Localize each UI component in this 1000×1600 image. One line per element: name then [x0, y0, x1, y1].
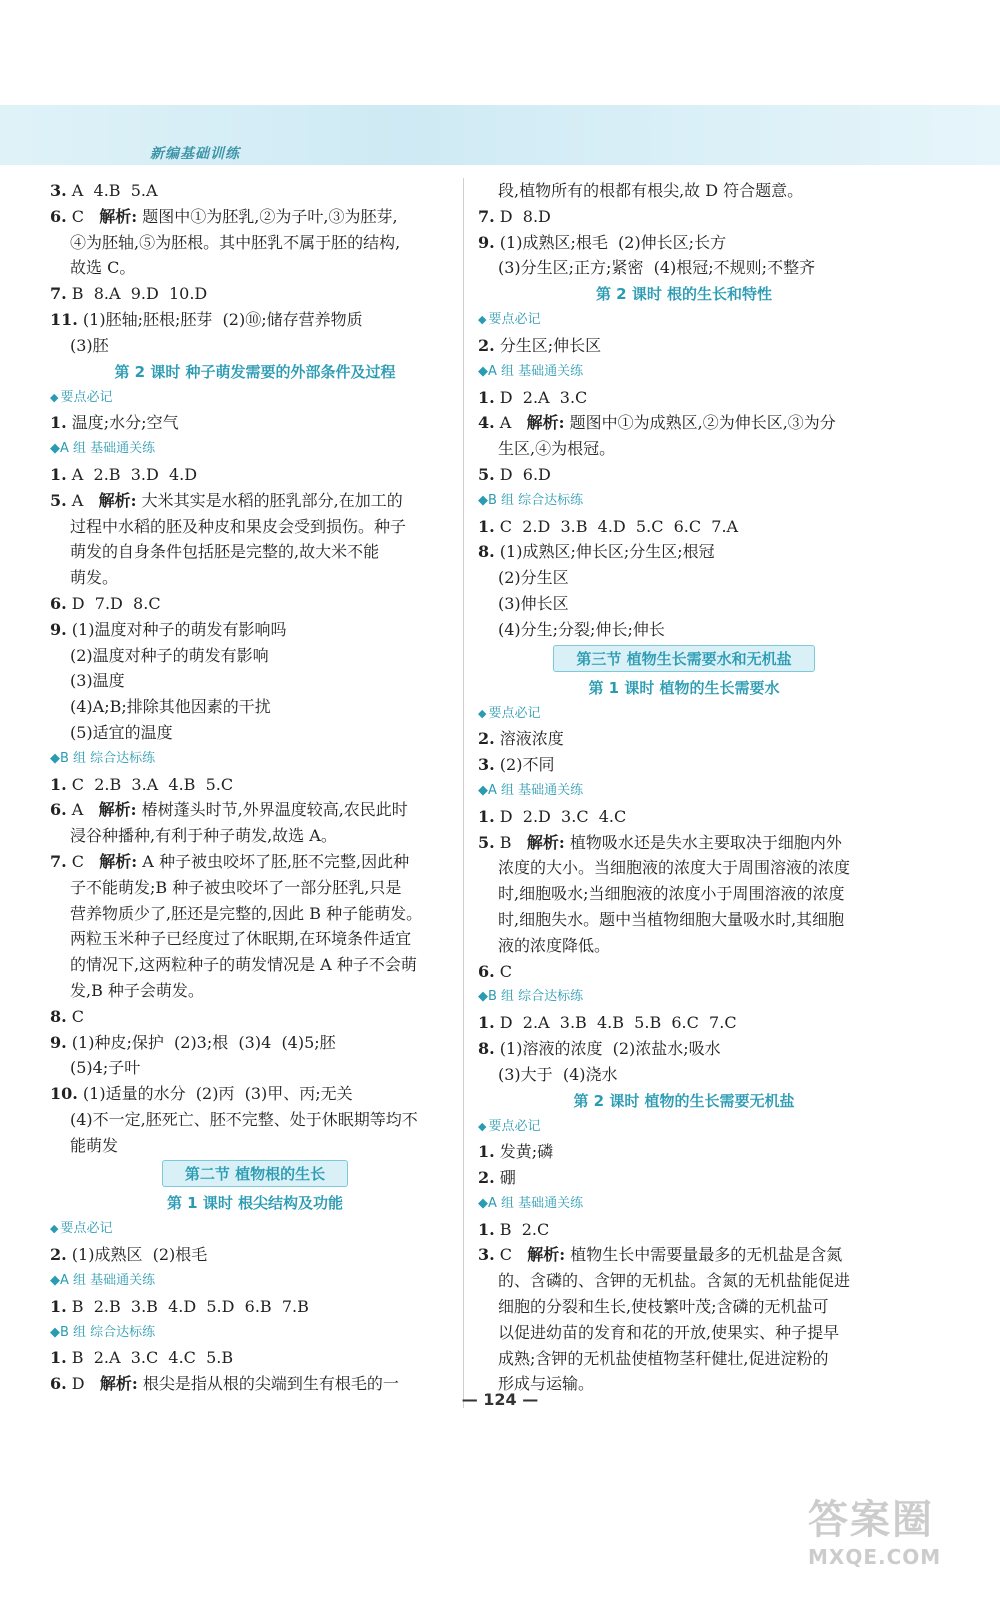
answer-line — [50, 462, 460, 488]
answer-continuation — [50, 668, 460, 694]
question-number: 3. — [50, 181, 67, 200]
answer-text: 成熟;含钾的无机盐使植物茎秆健壮,促进淀粉的 — [498, 1348, 829, 1368]
question-number: 6. — [50, 593, 67, 613]
diamond-icon: ◆ — [50, 390, 59, 404]
question-number: 5. — [478, 464, 495, 484]
key-points-label — [478, 701, 890, 727]
label-text: 要点必记 — [488, 705, 541, 721]
section-heading — [50, 1158, 460, 1190]
answer-continuation — [50, 1055, 460, 1081]
answer-text: B 2.A 3.C 4.C 5.B — [66, 1348, 234, 1368]
answer-line — [50, 1030, 460, 1056]
answer-line — [50, 1242, 460, 1268]
answer-text: (1)成熟区;伸长区;分生区;根冠 — [494, 542, 715, 562]
answer-text: 液的浓度降低。 — [498, 935, 611, 955]
answer-text: (5)适宜的温度 — [70, 722, 173, 742]
question-number: 1. — [50, 413, 67, 433]
watermark-text: 答案圈 — [808, 1497, 934, 1543]
lesson-heading: 第 1 课时 根尖结构及功能 — [166, 1194, 344, 1213]
answer-text: 溶液浓度 — [494, 729, 564, 749]
analysis-label: 解析: — [526, 832, 565, 852]
section-title: 第三节 植物生长需要水和无机盐 — [553, 645, 814, 672]
left-column — [50, 178, 460, 1397]
answer-line — [478, 1217, 890, 1243]
lesson-heading: 第 2 课时 植物的生长需要无机盐 — [573, 1091, 795, 1110]
key-points-label — [478, 307, 890, 333]
label-text: 要点必记 — [488, 312, 541, 328]
answer-text: 温度;水分;空气 — [66, 413, 179, 433]
answer-text: 段,植物所有的根都有根尖,故 D 符合题意。 — [498, 181, 804, 200]
answer-continuation — [478, 1346, 890, 1372]
answer-line — [478, 959, 890, 985]
answer-text: 硼 — [494, 1168, 516, 1188]
question-number: 11. — [50, 309, 78, 329]
answer-text: 能萌发 — [70, 1135, 119, 1155]
answer-text: D — [66, 1374, 100, 1394]
answer-text: C — [66, 206, 100, 226]
question-number: 4. — [478, 413, 495, 433]
question-number: 8. — [478, 542, 495, 562]
analysis-text: 椿树蓬头时节,外界温度较高,农民此时 — [136, 800, 408, 820]
diamond-icon: ◆ — [478, 492, 488, 508]
label-text: B 组 综合达标练 — [60, 750, 156, 766]
answer-line — [478, 1242, 890, 1268]
diamond-icon: ◆ — [478, 782, 488, 798]
diamond-icon: ◆ — [478, 1119, 487, 1133]
answer-text: 两粒玉米种子已经度过了休眠期,在环境条件适宜 — [70, 929, 412, 949]
answer-line — [50, 1294, 460, 1320]
answer-text: 时,细胞失水。题中当植物细胞大量吸水时,其细胞 — [498, 909, 845, 929]
question-number: 9. — [50, 1032, 67, 1052]
answer-continuation — [50, 333, 460, 359]
answer-text: C — [66, 851, 100, 871]
answer-line — [478, 539, 890, 565]
answer-text: C — [494, 961, 513, 981]
diamond-icon: ◆ — [478, 363, 488, 379]
question-number: 8. — [50, 1006, 67, 1026]
analysis-label: 解析: — [526, 413, 565, 433]
exercise-group-label — [478, 1191, 890, 1217]
analysis-text: 题图中①为胚乳,②为子叶,③为胚芽, — [137, 206, 398, 226]
question-number: 10. — [50, 1084, 78, 1104]
column-divider — [463, 178, 464, 1408]
answer-continuation — [478, 565, 890, 591]
answer-text: ④为胚轴,⑤为胚根。其中胚乳不属于胚的结构, — [70, 232, 401, 252]
question-number: 5. — [478, 832, 495, 852]
book-title: 新编基础训练 — [150, 146, 240, 162]
label-text: 要点必记 — [60, 1221, 113, 1237]
answer-continuation — [478, 255, 890, 281]
answer-line — [50, 797, 460, 823]
question-number: 2. — [478, 729, 495, 749]
exercise-group-label — [50, 1320, 460, 1346]
question-number: 1. — [478, 1013, 495, 1033]
answer-continuation — [50, 978, 460, 1004]
answer-line — [478, 1139, 890, 1165]
lesson-heading: 第 1 课时 植物的生长需要水 — [588, 678, 780, 697]
answer-continuation — [478, 436, 890, 462]
question-number: 2. — [478, 335, 495, 355]
answer-line — [478, 1165, 890, 1191]
answer-text: 子不能萌发;B 种子被虫咬坏了一部分胚乳,只是 — [70, 877, 402, 897]
answer-text: A 4.B 5.A — [66, 181, 158, 200]
answer-line — [50, 410, 460, 436]
page-number: — 124 — — [461, 1390, 539, 1409]
question-number: 6. — [50, 206, 67, 226]
analysis-text: 植物生长中需要量最多的无机盐是含氮 — [565, 1245, 843, 1265]
answer-continuation — [50, 926, 460, 952]
key-points-label — [50, 1216, 460, 1242]
answer-text: (1)种皮;保护 (2)3;根 (3)4 (4)5;胚 — [66, 1032, 336, 1052]
diamond-icon: ◆ — [478, 1195, 488, 1211]
question-number: 3. — [478, 1245, 495, 1265]
answer-continuation — [50, 539, 460, 565]
section-heading — [478, 643, 890, 675]
header-banner — [0, 105, 1000, 165]
answer-continuation — [478, 907, 890, 933]
answer-text: (1)成熟区 (2)根毛 — [66, 1245, 208, 1265]
label-text: A 组 基础通关练 — [60, 441, 156, 457]
exercise-group-label — [478, 984, 890, 1010]
answer-continuation — [50, 255, 460, 281]
exercise-group-label — [50, 436, 460, 462]
answer-text: 细胞的分裂和生长,使枝繁叶茂;含磷的无机盐可 — [498, 1297, 829, 1317]
answer-text: A — [66, 490, 99, 510]
question-number: 2. — [478, 1168, 495, 1188]
answer-text: D 2.A 3.C — [494, 387, 588, 407]
question-number: 1. — [50, 1296, 67, 1316]
question-number: 1. — [478, 1142, 495, 1162]
label-text: B 组 综合达标练 — [488, 492, 584, 508]
answer-text: (1)适量的水分 (2)丙 (3)甲、丙;无关 — [77, 1084, 353, 1104]
analysis-text: 根尖是指从根的尖端到生有根毛的一 — [137, 1374, 399, 1394]
answer-continuation — [50, 720, 460, 746]
answer-continuation — [478, 617, 890, 643]
exercise-group-label — [50, 1268, 460, 1294]
answer-line — [478, 1036, 890, 1062]
answer-text: (4)不一定,胚死亡、胚不完整、处于休眠期等均不 — [70, 1109, 418, 1129]
answer-continuation — [50, 1107, 460, 1133]
answer-text: B — [494, 832, 527, 852]
diamond-icon: ◆ — [478, 706, 487, 720]
answer-line — [478, 410, 890, 436]
answer-text: (3)分生区;正方;紧密 (4)根冠;不规则;不整齐 — [498, 258, 816, 278]
answer-text: 浓度的大小。当细胞液的浓度大于周围溶液的浓度 — [498, 858, 851, 878]
question-number: 7. — [478, 206, 495, 226]
label-text: 要点必记 — [488, 1118, 541, 1134]
answer-text: (3)伸长区 — [498, 593, 569, 613]
diamond-icon: ◆ — [478, 313, 487, 327]
answer-text: 萌发的自身条件包括胚是完整的,故大米不能 — [70, 542, 380, 562]
label-text: A 组 基础通关练 — [488, 782, 584, 798]
answer-line — [478, 830, 890, 856]
answer-text: (1)胚轴;胚根;胚芽 (2)⑩;储存营养物质 — [77, 309, 363, 329]
question-number: 1. — [50, 774, 67, 794]
diamond-icon: ◆ — [50, 1222, 59, 1236]
answer-continuation — [50, 694, 460, 720]
answer-continuation — [478, 1062, 890, 1088]
answer-text: 生区,④为根冠。 — [498, 439, 616, 459]
answer-line — [478, 385, 890, 411]
lesson-heading: 第 2 课时 根的生长和特性 — [595, 285, 773, 304]
exercise-group-label — [50, 746, 460, 772]
analysis-label: 解析: — [98, 800, 137, 820]
answer-line — [50, 1081, 460, 1107]
answer-text: C — [494, 1245, 528, 1265]
analysis-label: 解析: — [527, 1245, 566, 1265]
exercise-group-label — [478, 359, 890, 385]
answer-text: D 2.A 3.B 4.B 5.B 6.C 7.C — [494, 1013, 737, 1033]
answer-line — [50, 488, 460, 514]
answer-continuation — [50, 1133, 460, 1159]
section-title: 第二节 植物根的生长 — [162, 1160, 348, 1187]
analysis-text: 大米其实是水稻的胚乳部分,在加工的 — [136, 490, 403, 510]
answer-text: (3)胚 — [70, 335, 109, 355]
question-number: 1. — [478, 516, 495, 536]
answer-line — [478, 1010, 890, 1036]
answer-continuation — [50, 875, 460, 901]
question-number: 2. — [50, 1245, 67, 1265]
analysis-text: 植物吸水还是失水主要取决于细胞内外 — [564, 832, 842, 852]
answer-line — [50, 307, 460, 333]
answer-line — [478, 514, 890, 540]
answer-text: 以促进幼苗的发育和花的开放,使果实、种子提早 — [498, 1322, 840, 1342]
right-column — [478, 178, 890, 1397]
answer-line — [50, 772, 460, 798]
answer-continuation — [50, 823, 460, 849]
analysis-text: 题图中①为成熟区,②为伸长区,③为分 — [564, 413, 836, 433]
label-text: A 组 基础通关练 — [488, 363, 584, 379]
answer-continuation — [478, 591, 890, 617]
answer-continuation — [50, 901, 460, 927]
answer-line — [50, 849, 460, 875]
analysis-label: 解析: — [99, 1374, 138, 1394]
answer-text: B 8.A 9.D 10.D — [66, 284, 208, 304]
diamond-icon: ◆ — [50, 1273, 60, 1289]
analysis-label: 解析: — [99, 851, 138, 871]
answer-text: B 2.C — [494, 1219, 550, 1239]
answer-text: (1)温度对种子的萌发有影响吗 — [66, 619, 287, 639]
question-number: 6. — [50, 1374, 67, 1394]
question-number: 6. — [50, 800, 67, 820]
diamond-icon: ◆ — [478, 989, 488, 1005]
answer-text: (2)不同 — [494, 755, 555, 775]
exercise-group-label — [478, 488, 890, 514]
label-text: 要点必记 — [60, 389, 113, 405]
answer-line — [478, 726, 890, 752]
answer-line — [478, 752, 890, 778]
answer-text: (5)4;子叶 — [70, 1058, 141, 1078]
watermark-logo — [808, 1488, 978, 1588]
answer-text: (1)成熟区;根毛 (2)伸长区;长方 — [494, 232, 727, 252]
answer-continuation — [478, 1294, 890, 1320]
answer-line — [50, 1345, 460, 1371]
question-number: 5. — [50, 490, 67, 510]
answer-text: (2)分生区 — [498, 568, 569, 588]
watermark-domain: MXQE.COM — [808, 1545, 942, 1569]
question-number: 1. — [478, 806, 495, 826]
answer-text: (4)A;B;排除其他因素的干扰 — [70, 697, 271, 717]
answer-text: A — [494, 413, 527, 433]
answer-continuation — [478, 933, 890, 959]
answer-text: 营养物质少了,胚还是完整的,因此 B 种子能萌发。 — [70, 903, 423, 923]
label-text: A 组 基础通关练 — [60, 1273, 156, 1289]
question-number: 6. — [478, 961, 495, 981]
answer-continuation — [50, 514, 460, 540]
answer-continuation — [478, 881, 890, 907]
answer-text: C 2.B 3.A 4.B 5.C — [66, 774, 234, 794]
answer-text: (2)温度对种子的萌发有影响 — [70, 645, 269, 665]
answer-line — [478, 204, 890, 230]
answer-continuation — [478, 1268, 890, 1294]
answer-text: C — [66, 1006, 85, 1026]
answer-line — [50, 1004, 460, 1030]
answer-text: 的情况下,这两粒种子的萌发情况是 A 种子不会萌 — [70, 955, 417, 975]
question-number: 1. — [478, 1219, 495, 1239]
analysis-text: A 种子被虫咬坏了胚,胚不完整,因此种 — [137, 851, 410, 871]
answer-text: 故选 C。 — [70, 258, 136, 278]
answer-text: (3)大于 (4)浇水 — [498, 1064, 618, 1084]
answer-continuation — [50, 952, 460, 978]
answer-text: 形成与运输。 — [498, 1374, 595, 1394]
analysis-label: 解析: — [98, 490, 137, 510]
analysis-label: 解析: — [99, 206, 138, 226]
answer-text: 的、含磷的、含钾的无机盐。含氮的无机盐能促进 — [498, 1271, 851, 1291]
answer-text: 分生区;伸长区 — [494, 335, 602, 355]
key-points-label — [478, 1114, 890, 1140]
label-text: B 组 综合达标练 — [60, 1324, 156, 1340]
label-text: A 组 基础通关练 — [488, 1195, 584, 1211]
exercise-group-label — [478, 778, 890, 804]
answer-text: A 2.B 3.D 4.D — [66, 464, 198, 484]
answer-line — [50, 178, 460, 204]
answer-line — [478, 230, 890, 256]
question-number: 9. — [50, 619, 67, 639]
question-number: 1. — [478, 387, 495, 407]
lesson-heading: 第 2 课时 种子萌发需要的外部条件及过程 — [114, 362, 396, 381]
answer-text: D 6.D — [494, 464, 551, 484]
answer-text: 萌发。 — [70, 568, 119, 588]
label-text: B 组 综合达标练 — [488, 989, 584, 1005]
answer-text: 发,B 种子会萌发。 — [70, 980, 204, 1000]
answer-text: 过程中水稻的胚及种皮和果皮会受到损伤。种子 — [70, 516, 407, 536]
answer-line — [50, 204, 460, 230]
answer-line — [478, 804, 890, 830]
answer-text: D 8.D — [494, 206, 551, 226]
answer-text: 浸谷种播种,有利于种子萌发,故选 A。 — [70, 826, 337, 846]
answer-text: D 7.D 8.C — [66, 593, 161, 613]
answer-text: 发黄;磷 — [494, 1142, 554, 1162]
answer-text: (4)分生;分裂;伸长;伸长 — [498, 619, 665, 639]
answer-text: A — [66, 800, 99, 820]
answer-continuation — [478, 855, 890, 881]
answer-line — [478, 333, 890, 359]
diamond-icon: ◆ — [50, 441, 60, 457]
question-number: 9. — [478, 232, 495, 252]
question-number: 3. — [478, 755, 495, 775]
diamond-icon: ◆ — [50, 750, 60, 766]
question-number: 1. — [50, 464, 67, 484]
question-number: 1. — [50, 1348, 67, 1368]
diamond-icon: ◆ — [50, 1324, 60, 1340]
answer-text: C 2.D 3.B 4.D 5.C 6.C 7.A — [494, 516, 739, 536]
answer-continuation — [478, 1320, 890, 1346]
answer-text: (3)温度 — [70, 671, 125, 691]
answer-line — [50, 281, 460, 307]
answer-continuation — [50, 565, 460, 591]
answer-continuation — [478, 178, 890, 204]
answer-line — [478, 462, 890, 488]
question-number: 7. — [50, 284, 67, 304]
answer-text: (1)溶液的浓度 (2)浓盐水;吸水 — [494, 1038, 721, 1058]
answer-text: 时,细胞吸水;当细胞液的浓度小于周围溶液的浓度 — [498, 884, 845, 904]
answer-line — [50, 617, 460, 643]
key-points-label — [50, 385, 460, 411]
question-number: 7. — [50, 851, 67, 871]
answer-continuation — [50, 230, 460, 256]
answer-continuation — [50, 643, 460, 669]
answer-text: D 2.D 3.C 4.C — [494, 806, 627, 826]
answer-line — [50, 591, 460, 617]
question-number: 8. — [478, 1038, 495, 1058]
answer-text: B 2.B 3.B 4.D 5.D 6.B 7.B — [66, 1296, 309, 1316]
